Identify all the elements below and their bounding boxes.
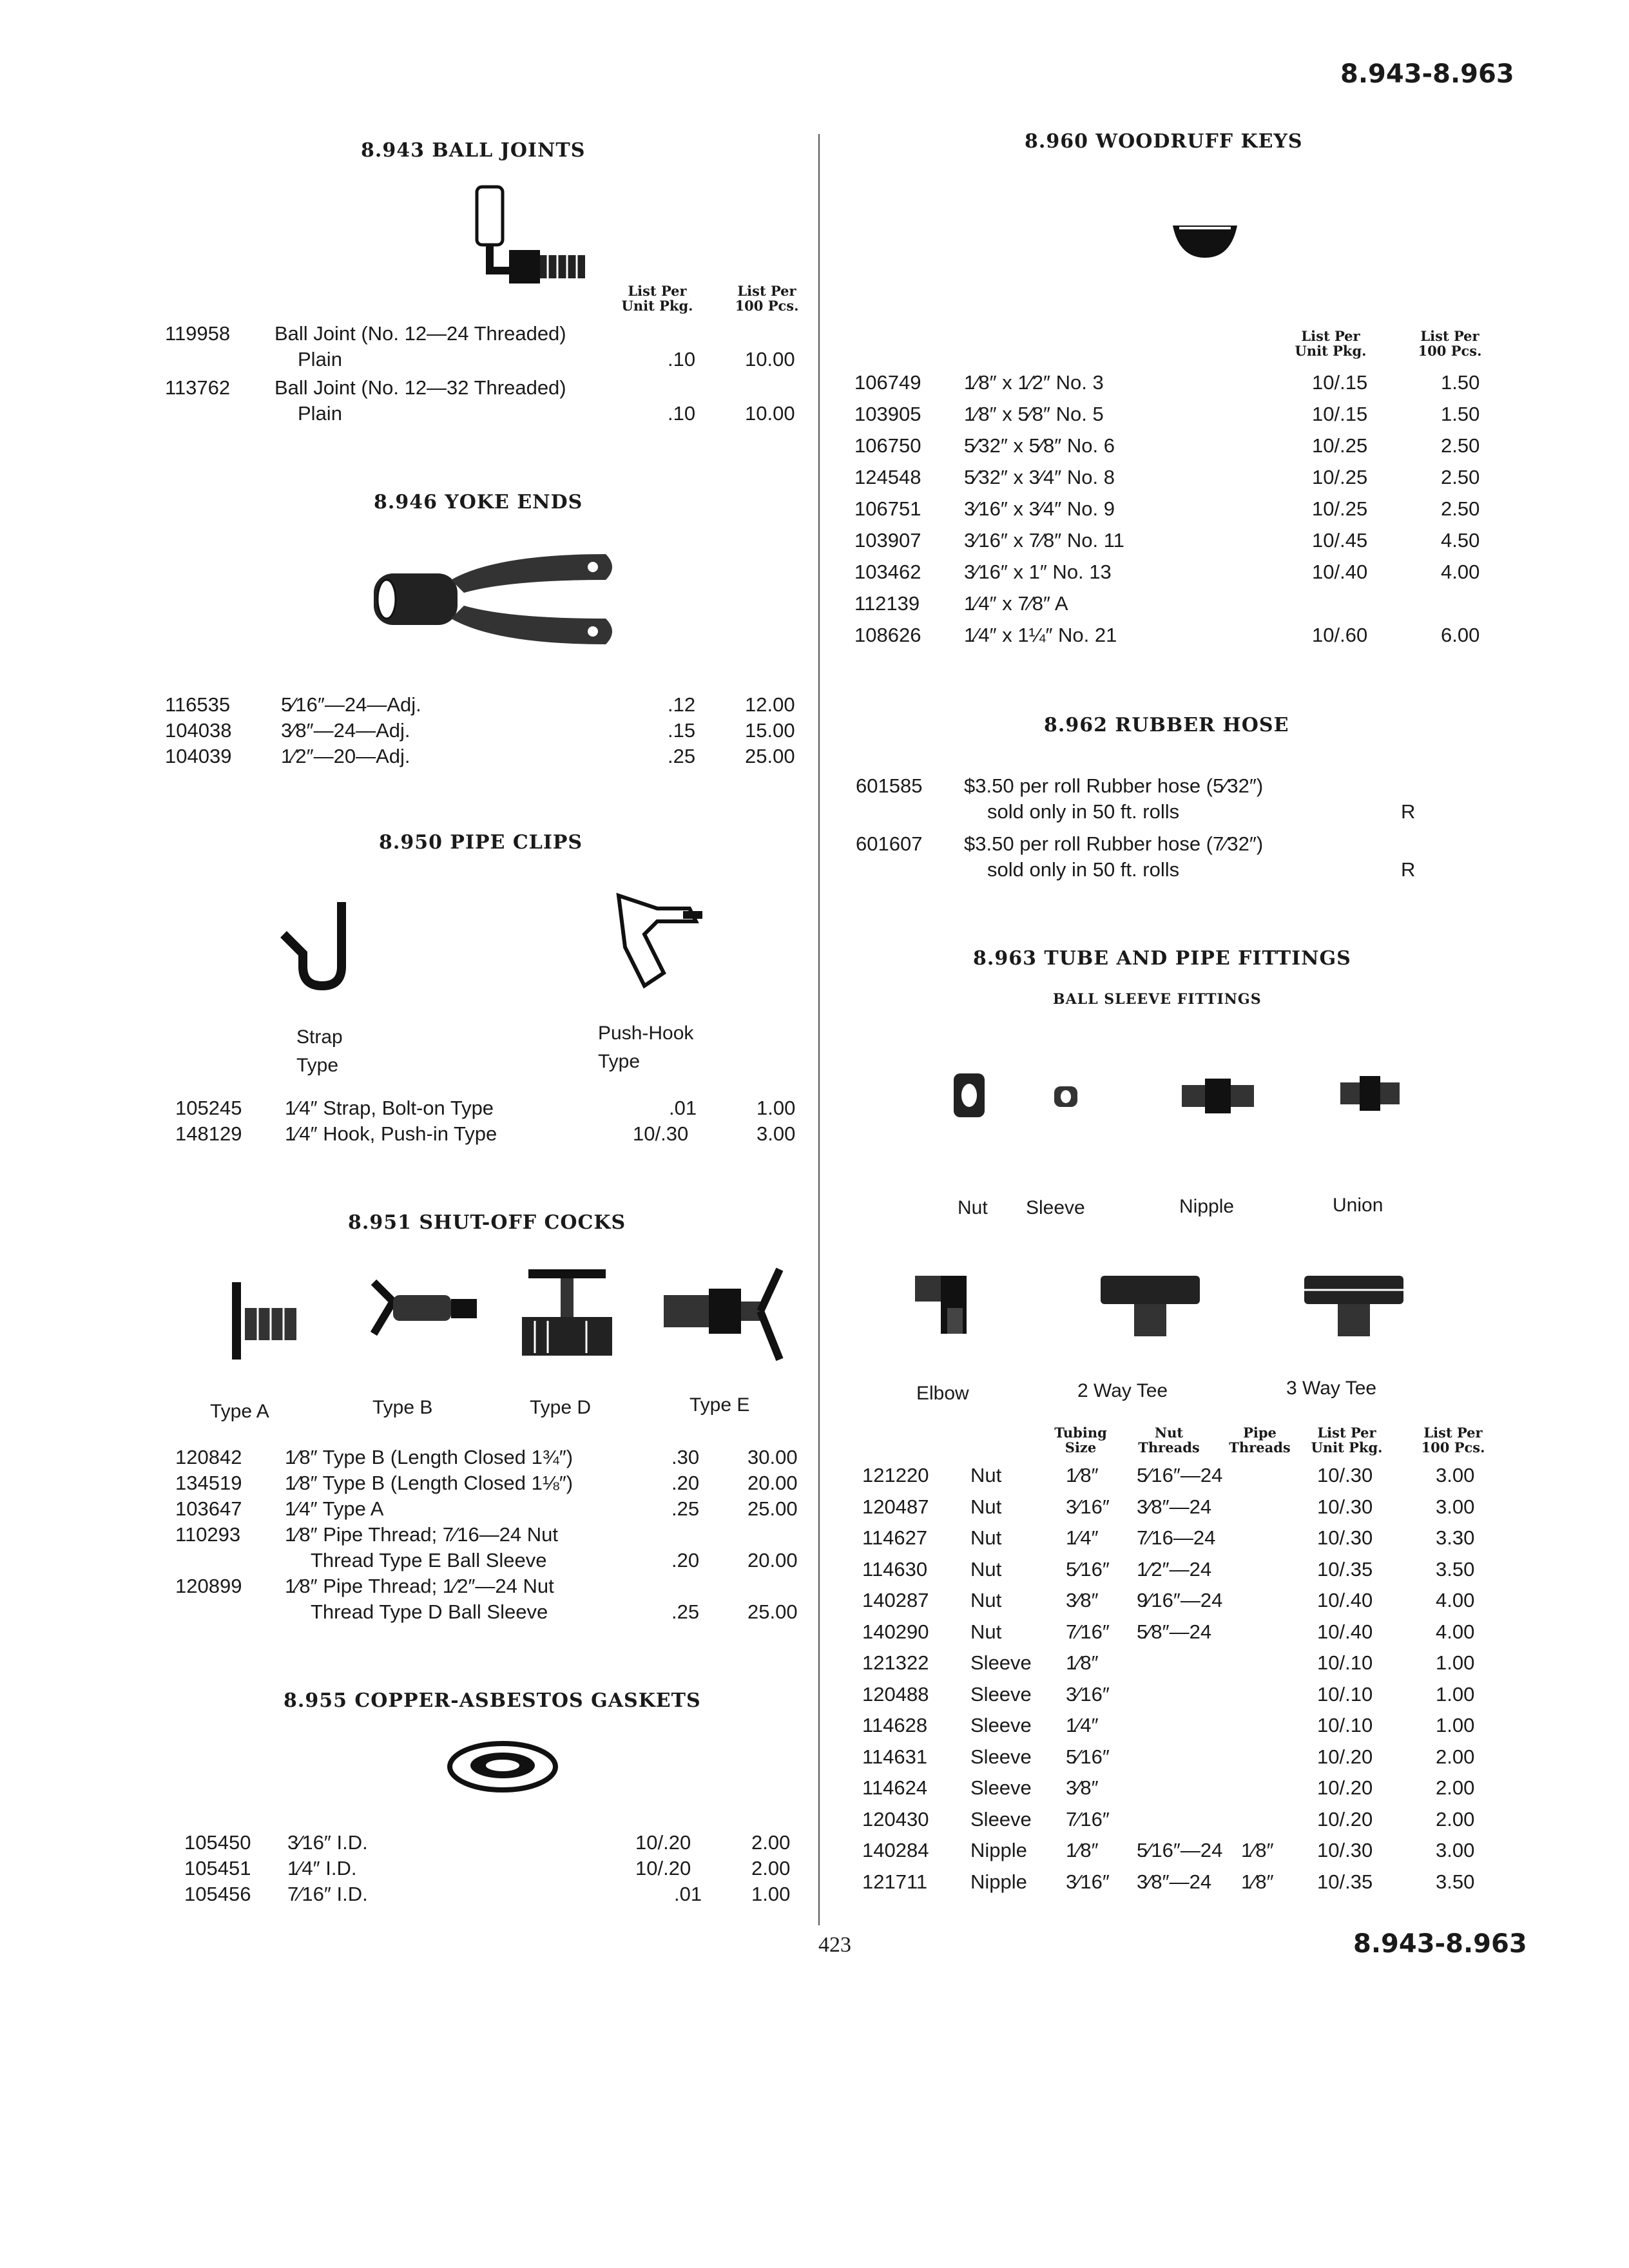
table-row: 121220 Nut 1⁄8″ 5⁄16″—24 10/.30 3.00 bbox=[862, 1464, 1475, 1486]
cock-type-e-icon bbox=[657, 1263, 786, 1372]
table-row: sold only in 50 ft. rolls R bbox=[987, 800, 1416, 823]
col-header-pipe-threads: Pipe Threads bbox=[1229, 1425, 1291, 1456]
type-d-label: Type D bbox=[530, 1397, 592, 1418]
sleeve-label: Sleeve bbox=[1026, 1197, 1085, 1218]
table-row: 114628 Sleeve 1⁄4″ 10/.10 1.00 bbox=[862, 1714, 1475, 1736]
col-header-100: List Per 100 Pcs. bbox=[735, 283, 799, 314]
table-row: 103907 3⁄16″ x 7⁄8″ No. 11 10/.45 4.50 bbox=[854, 529, 1480, 552]
two-way-tee-icon bbox=[1095, 1269, 1205, 1340]
ball-joint-icon bbox=[464, 180, 593, 284]
table-row: 104038 3⁄8″—24—Adj. .15 15.00 bbox=[165, 719, 795, 742]
push-hook-clip-icon bbox=[606, 883, 709, 992]
table-row: 110293 1⁄8″ Pipe Thread; 7⁄16—24 Nut bbox=[175, 1523, 559, 1546]
elbow-label: Elbow bbox=[916, 1383, 969, 1404]
nipple-icon bbox=[1179, 1073, 1257, 1119]
table-row: 114630 Nut 5⁄16″ 1⁄2″—24 10/.35 3.50 bbox=[862, 1557, 1475, 1581]
table-row: 140290 Nut 7⁄16″ 5⁄8″—24 10/.40 4.00 bbox=[862, 1620, 1475, 1643]
section-title-gaskets: 8.955 COPPER-ASBESTOS GASKETS bbox=[284, 1689, 701, 1712]
col-header-unit: List Per Unit Pkg. bbox=[621, 283, 693, 314]
col-header-unit: List Per Unit Pkg. bbox=[1311, 1425, 1383, 1456]
section-title-pipe-clips: 8.950 PIPE CLIPS bbox=[379, 831, 583, 854]
strap-clip-icon bbox=[277, 896, 367, 992]
table-row: Thread Type E Ball Sleeve .20 20.00 bbox=[311, 1549, 798, 1571]
col-header-nut-threads: Nut Threads bbox=[1138, 1425, 1200, 1456]
table-row: 120430 Sleeve 7⁄16″ 10/.20 2.00 bbox=[862, 1807, 1475, 1831]
two-way-tee-label: 2 Way Tee bbox=[1077, 1380, 1168, 1401]
section-title-ball-joints: 8.943 BALL JOINTS bbox=[361, 139, 586, 162]
table-row: 106749 1⁄8″ x 1⁄2″ No. 3 10/.15 1.50 bbox=[854, 371, 1480, 394]
table-row: 114624 Sleeve 3⁄8″ 10/.20 2.00 bbox=[862, 1776, 1475, 1799]
table-row: 106750 5⁄32″ x 5⁄8″ No. 6 10/.25 2.50 bbox=[854, 434, 1480, 457]
col-header-100: List Per 100 Pcs. bbox=[1418, 328, 1482, 359]
col-header-100: List Per 100 Pcs. bbox=[1421, 1425, 1485, 1456]
table-row: 120488 Sleeve 3⁄16″ 10/.10 1.00 bbox=[862, 1682, 1475, 1706]
table-row: 108626 1⁄4″ x 1¼″ No. 21 10/.60 6.00 bbox=[854, 624, 1480, 646]
table-row: 114627 Nut 1⁄4″ 7⁄16—24 10/.30 3.30 bbox=[862, 1526, 1475, 1549]
table-row: 103462 3⁄16″ x 1″ No. 13 10/.40 4.00 bbox=[854, 561, 1480, 583]
table-row: 119958 Ball Joint (No. 12—24 Threaded) bbox=[165, 322, 566, 345]
table-row: 140284 Nipple 1⁄8″ 5⁄16″—24 1⁄8″ 10/.30 3.00 bbox=[862, 1839, 1475, 1861]
section-title-yoke-ends: 8.946 YOKE ENDS bbox=[374, 491, 583, 514]
yoke-end-icon bbox=[367, 541, 625, 657]
table-row: 104039 1⁄2″—20—Adj. .25 25.00 bbox=[165, 745, 795, 767]
nut-label: Nut bbox=[958, 1197, 988, 1218]
table-row: 105451 1⁄4″ I.D. 10/.20 2.00 bbox=[184, 1857, 791, 1879]
table-row: Plain .10 10.00 bbox=[298, 402, 795, 425]
nut-icon bbox=[950, 1070, 988, 1121]
type-e-label: Type E bbox=[689, 1394, 750, 1416]
push-hook-type-label: Push-Hook Type bbox=[598, 1023, 694, 1072]
table-row: sold only in 50 ft. rolls R bbox=[987, 858, 1416, 881]
table-row: 120899 1⁄8″ Pipe Thread; 1⁄2″—24 Nut bbox=[175, 1575, 554, 1597]
table-row: 114631 Sleeve 5⁄16″ 10/.20 2.00 bbox=[862, 1745, 1475, 1768]
table-row: 105450 3⁄16″ I.D. 10/.20 2.00 bbox=[184, 1831, 791, 1854]
table-row: 601585 $3.50 per roll Rubber hose (5⁄32″) bbox=[856, 774, 1264, 797]
page-range-top: 8.943-8.963 bbox=[1340, 59, 1514, 89]
three-way-tee-icon bbox=[1299, 1269, 1409, 1340]
table-row: 112139 1⁄4″ x 7⁄8″ A bbox=[854, 592, 1068, 615]
table-row: 103905 1⁄8″ x 5⁄8″ No. 5 10/.15 1.50 bbox=[854, 403, 1480, 425]
table-row: 124548 5⁄32″ x 3⁄4″ No. 8 10/.25 2.50 bbox=[854, 466, 1480, 488]
page-range-bottom: 8.943-8.963 bbox=[1353, 1929, 1527, 1959]
three-way-tee-label: 3 Way Tee bbox=[1286, 1378, 1377, 1399]
table-row: 105456 7⁄16″ I.D. .01 1.00 bbox=[184, 1883, 791, 1905]
table-row: 148129 1⁄4″ Hook, Push-in Type 10/.30 3.00 bbox=[175, 1122, 796, 1145]
table-row: 105245 1⁄4″ Strap, Bolt-on Type .01 1.00 bbox=[175, 1097, 796, 1119]
strap-type-label: Strap Type bbox=[296, 1026, 343, 1076]
union-icon bbox=[1338, 1071, 1402, 1116]
table-row: 113762 Ball Joint (No. 12—32 Threaded) bbox=[165, 376, 566, 399]
table-row: 120842 1⁄8″ Type B (Length Closed 1¾″) .30 30.00 bbox=[175, 1446, 798, 1468]
section-title-woodruff-keys: 8.960 WOODRUFF KEYS bbox=[1025, 130, 1303, 153]
subtitle-ball-sleeve: BALL SLEEVE FITTINGS bbox=[1053, 991, 1262, 1008]
table-row: Thread Type D Ball Sleeve .25 25.00 bbox=[311, 1600, 798, 1623]
col-header-unit: List Per Unit Pkg. bbox=[1295, 328, 1367, 359]
column-divider bbox=[818, 134, 820, 1925]
col-header-tubing: Tubing Size bbox=[1054, 1425, 1107, 1456]
cock-type-a-icon bbox=[219, 1276, 309, 1372]
table-row: 601607 $3.50 per roll Rubber hose (7⁄32″) bbox=[856, 832, 1264, 855]
table-row: 120487 Nut 3⁄16″ 3⁄8″—24 10/.30 3.00 bbox=[862, 1495, 1475, 1518]
table-row: 121322 Sleeve 1⁄8″ 10/.10 1.00 bbox=[862, 1651, 1475, 1674]
table-row: 121711 Nipple 3⁄16″ 3⁄8″—24 1⁄8″ 10/.35 3.50 bbox=[862, 1870, 1475, 1893]
table-row: 103647 1⁄4″ Type A .25 25.00 bbox=[175, 1497, 798, 1520]
woodruff-key-icon bbox=[1166, 219, 1244, 264]
section-title-rubber-hose: 8.962 RUBBER HOSE bbox=[1044, 714, 1289, 736]
elbow-icon bbox=[909, 1269, 979, 1340]
section-title-shutoff-cocks: 8.951 SHUT-OFF COCKS bbox=[348, 1211, 626, 1234]
page-number: 423 bbox=[818, 1933, 851, 1957]
type-b-label: Type B bbox=[372, 1397, 433, 1418]
table-row: 106751 3⁄16″ x 3⁄4″ No. 9 10/.25 2.50 bbox=[854, 497, 1480, 520]
table-row: 116535 5⁄16″—24—Adj. .12 12.00 bbox=[165, 693, 795, 716]
section-title-fittings: 8.963 TUBE AND PIPE FITTINGS bbox=[973, 947, 1351, 970]
nipple-label: Nipple bbox=[1179, 1196, 1235, 1217]
union-label: Union bbox=[1333, 1195, 1383, 1216]
cock-type-b-icon bbox=[367, 1276, 483, 1353]
table-row: Plain .10 10.00 bbox=[298, 348, 795, 370]
gasket-icon bbox=[445, 1737, 561, 1795]
type-a-label: Type A bbox=[210, 1401, 269, 1422]
table-row: 134519 1⁄8″ Type B (Length Closed 1⅛″) .20 20.00 bbox=[175, 1472, 798, 1494]
sleeve-icon bbox=[1052, 1082, 1080, 1111]
cock-type-d-icon bbox=[516, 1263, 619, 1372]
table-row: 140287 Nut 3⁄8″ 9⁄16″—24 10/.40 4.00 bbox=[862, 1589, 1475, 1611]
